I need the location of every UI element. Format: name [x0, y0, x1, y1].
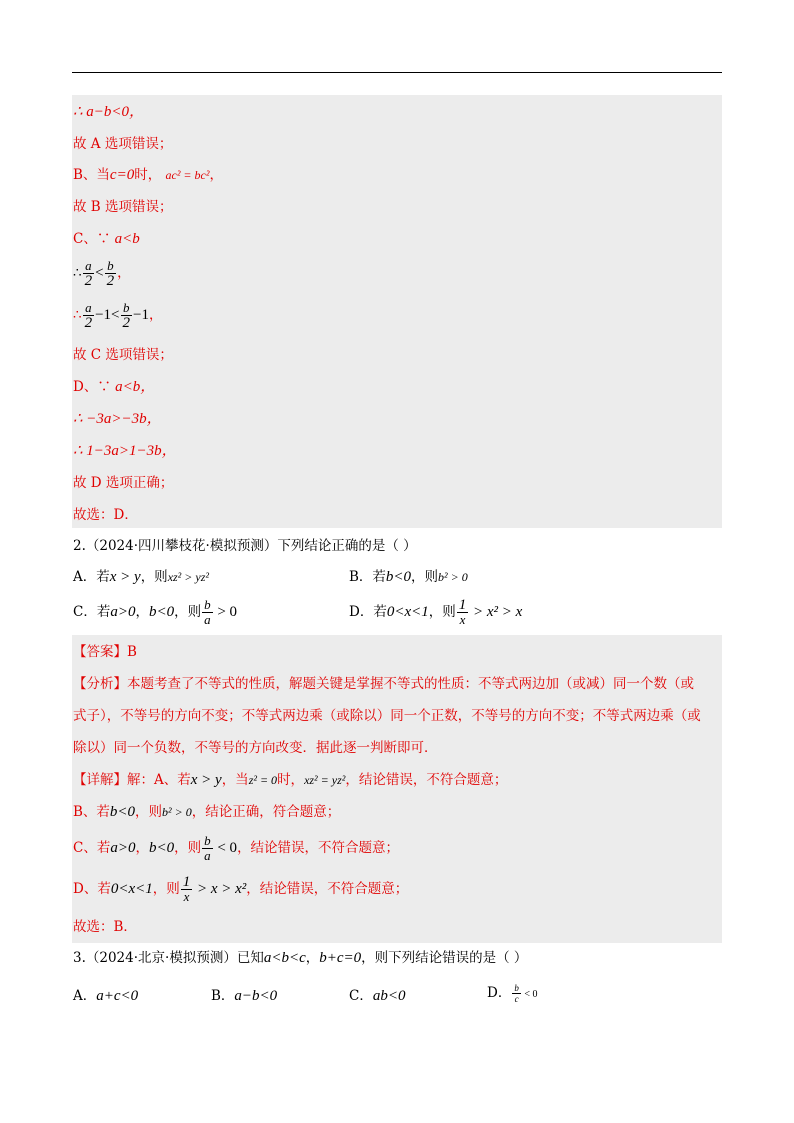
sol1-line2: 故 A 选项错误；	[73, 136, 173, 152]
sol1-line13: 故选：D．	[73, 507, 138, 523]
q2-answer: 【答案】B	[73, 644, 137, 660]
q3-title: 3.（2024·北京·模拟预测）已知a<b<c，b+c=0，则下列结论错误的是（ ）	[73, 950, 528, 966]
sol1-line12: 故 D 选项正确；	[73, 475, 174, 491]
sol1-line1: ∴ a−b<0，	[73, 104, 145, 120]
q3-option-c: C．ab<0	[349, 988, 406, 1004]
q2-option-a: A．若x > y，则xz² > yz²	[73, 569, 209, 585]
sol1-line7: ∴ $\frac{a}{2}$ −1< $\frac{b}{2}$ −1，	[73, 300, 163, 331]
q2-option-d: D．若0<x<1，则 $\frac{1}{x}$ > x² > x	[349, 597, 523, 627]
q2-detail-a: 【详解】解：A、若x > y，当z² = 0时，xz² = yz²，结论错误，不符合题意；	[73, 772, 508, 788]
q2-detail-b: B、若b<0，则b² > 0，结论正确，符合题意；	[73, 804, 341, 820]
q2-analysis-line1: 【分析】本题考查了不等式的性质，解题关键是掌握不等式的性质：不等式两边加（或减）同一个数（或	[73, 676, 694, 692]
q3-option-d: D． $\frac{b}{c}$ < 0	[487, 983, 538, 1004]
sol1-line3: B、当c=0时， ac² = bc²，	[73, 167, 223, 183]
q2-option-b: B．若b<0，则b² > 0	[349, 569, 468, 585]
header-rule	[72, 72, 722, 73]
sol1-line6: ∴ $\frac{a}{2}$ < $\frac{b}{2}$ ，	[73, 258, 131, 289]
sol1-line4: 故 B 选项错误；	[73, 199, 173, 215]
q2-title: 2.（2024·四川攀枝花·模拟预测）下列结论正确的是（ ）	[73, 538, 417, 554]
q2-detail-c: C、若a>0，b<0，则 $\frac{b}{a}$ < 0，结论错误，不符合题意；	[73, 833, 400, 863]
q2-choose: 故选：B．	[73, 919, 137, 935]
q2-detail-d: D、若0<x<1，则 $\frac{1}{x}$ > x > x²，结论错误，不符合题意；	[73, 874, 409, 904]
q3-option-b: B．a−b<0	[211, 988, 278, 1004]
q2-option-c: C．若a>0，b<0，则 $\frac{b}{a}$ > 0	[73, 597, 238, 627]
sol1-line9: D、∵ a<b，	[73, 379, 156, 395]
sol1-line8: 故 C 选项错误；	[73, 347, 173, 363]
sol1-line5: C、∵ a<b	[73, 231, 140, 247]
q2-analysis-line3: 除以）同一个负数，不等号的方向改变．据此逐一判断即可．	[73, 740, 438, 756]
sol1-line10: ∴ −3a>−3b，	[73, 411, 162, 427]
q2-analysis-line2: 式子），不等号的方向不变；不等式两边乘（或除以）同一个正数，不等号的方向不变；不等式两边乘（或	[73, 708, 701, 724]
solution-block-q1	[72, 95, 722, 528]
q3-option-a: A．a+c<0	[73, 988, 139, 1004]
sol1-line11: ∴ 1−3a>1−3b，	[73, 443, 177, 459]
